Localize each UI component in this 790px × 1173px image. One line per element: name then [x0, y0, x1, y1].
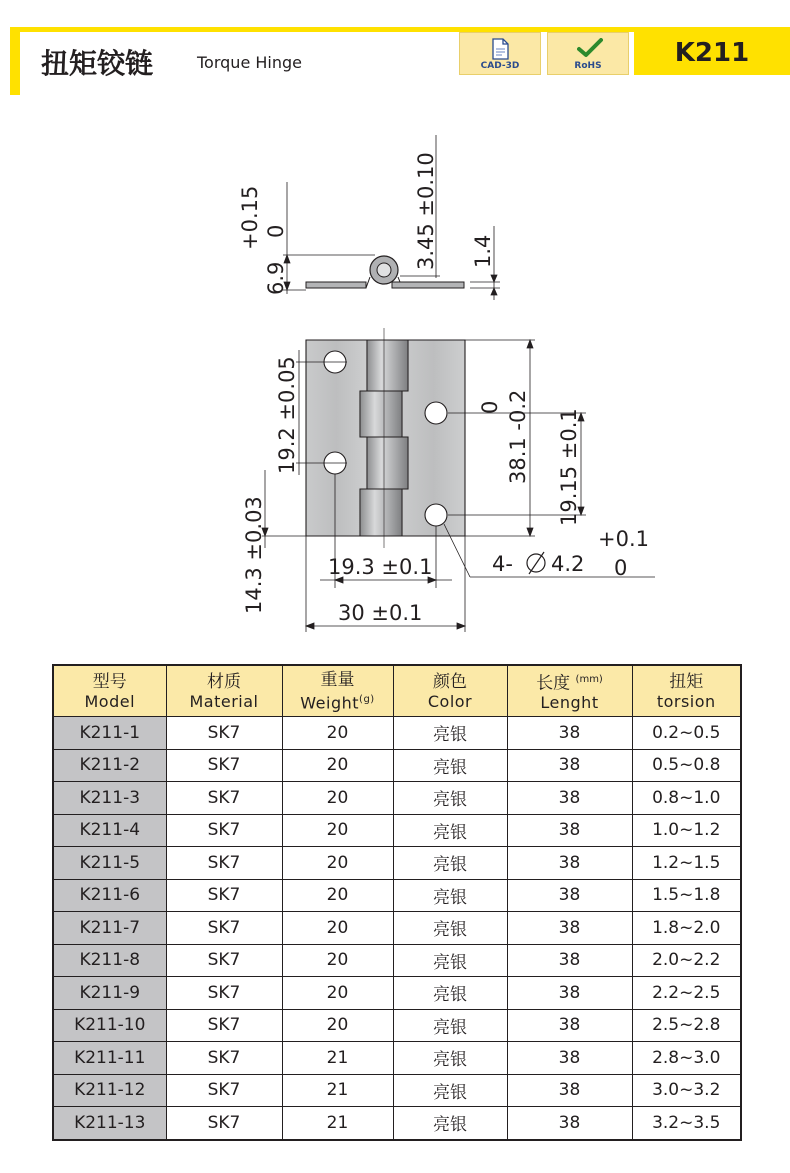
header-accent-bar [10, 27, 20, 95]
cell-weight: 20 [282, 944, 393, 977]
cell-model: K211-6 [53, 879, 166, 912]
table-row [53, 814, 741, 847]
cell-color: 亮银 [393, 1009, 507, 1042]
side-view [306, 256, 464, 288]
cell-weight: 20 [282, 814, 393, 847]
cell-model: K211-2 [53, 749, 166, 782]
cell-length: 38 [507, 782, 632, 815]
cell-model: K211-9 [53, 977, 166, 1010]
diameter-symbol-icon [527, 552, 545, 574]
cell-length: 38 [507, 749, 632, 782]
dim-hole-tol-plus: +0.1 [598, 527, 649, 551]
cell-material: SK7 [166, 912, 282, 945]
cell-length: 38 [507, 912, 632, 945]
cell-color: 亮银 [393, 1074, 507, 1107]
dim-thickness-total: 6.9 [264, 261, 288, 295]
cell-torsion: 0.5~0.8 [632, 749, 741, 782]
cell-material: SK7 [166, 1009, 282, 1042]
cell-length: 38 [507, 879, 632, 912]
cell-length: 38 [507, 847, 632, 880]
dim-hole-dia: 4.2 [551, 552, 585, 576]
cell-torsion: 3.2~3.5 [632, 1107, 741, 1140]
table-header-row [53, 665, 741, 717]
dim-leaf-thickness: 1.4 [471, 234, 495, 268]
cell-model: K211-1 [53, 717, 166, 750]
cad-3d-label: CAD-3D [480, 61, 520, 71]
cell-length: 38 [507, 717, 632, 750]
dim-length-value: 38.1 -0.2 [506, 389, 530, 484]
header-color: 颜色 Color [393, 665, 507, 717]
cell-material: SK7 [166, 1107, 282, 1140]
cell-torsion: 3.0~3.2 [632, 1074, 741, 1107]
model-code-box [634, 32, 790, 75]
cell-torsion: 2.8~3.0 [632, 1042, 741, 1075]
cell-material: SK7 [166, 977, 282, 1010]
cell-length: 38 [507, 1009, 632, 1042]
cell-material: SK7 [166, 782, 282, 815]
document-icon [489, 38, 511, 60]
dim-hole-prefix: 4- [492, 552, 513, 576]
header-torsion: 扭矩 torsion [632, 665, 741, 717]
cell-material: SK7 [166, 717, 282, 750]
cell-torsion: 2.0~2.2 [632, 944, 741, 977]
cell-color: 亮银 [393, 944, 507, 977]
cell-color: 亮银 [393, 717, 507, 750]
dim-top-tol-zero: 0 [264, 224, 288, 238]
cell-model: K211-8 [53, 944, 166, 977]
front-view [306, 328, 465, 548]
weight-unit: (g) [359, 693, 375, 705]
table-row [53, 879, 741, 912]
cell-weight: 20 [282, 1009, 393, 1042]
cell-model: K211-10 [53, 1009, 166, 1042]
cell-model: K211-4 [53, 814, 166, 847]
table-row [53, 782, 741, 815]
page-title-en: Torque Hinge [197, 53, 302, 72]
table-row [53, 717, 741, 750]
cell-weight: 20 [282, 782, 393, 815]
cell-material: SK7 [166, 1042, 282, 1075]
header-weight: 重量 Weight$^{(g)}$ [282, 665, 393, 717]
model-code: K211 [674, 38, 750, 68]
table-row [53, 912, 741, 945]
cell-color: 亮银 [393, 1107, 507, 1140]
cell-color: 亮银 [393, 749, 507, 782]
table-row [53, 1009, 741, 1042]
checkmark-icon [577, 38, 603, 58]
cell-model: K211-3 [53, 782, 166, 815]
table-row [53, 847, 741, 880]
table-row [53, 944, 741, 977]
table-row [53, 1042, 741, 1075]
cell-material: SK7 [166, 879, 282, 912]
cell-model: K211-7 [53, 912, 166, 945]
cell-model: K211-12 [53, 1074, 166, 1107]
header-model: 型号 Model [53, 665, 166, 717]
cell-length: 38 [507, 977, 632, 1010]
cell-length: 38 [507, 814, 632, 847]
cell-color: 亮银 [393, 879, 507, 912]
cell-color: 亮银 [393, 977, 507, 1010]
cell-color: 亮银 [393, 814, 507, 847]
cell-weight: 21 [282, 1107, 393, 1140]
cell-material: SK7 [166, 1074, 282, 1107]
rohs-badge[interactable] [547, 32, 629, 75]
length-unit: (mm) [575, 673, 603, 685]
dim-hole-spacing-x: 19.3 ±0.1 [328, 555, 433, 579]
cell-weight: 21 [282, 1042, 393, 1075]
rohs-label: RoHS [574, 61, 602, 71]
cell-length: 38 [507, 944, 632, 977]
cell-weight: 20 [282, 879, 393, 912]
header-length: 长度 $^{(mm)}$ Lenght [507, 665, 632, 717]
dim-hole-offset-right: 19.15 ±0.1 [557, 408, 581, 526]
cell-torsion: 1.0~1.2 [632, 814, 741, 847]
table-row [53, 1107, 741, 1140]
cell-model: K211-13 [53, 1107, 166, 1140]
cell-weight: 20 [282, 717, 393, 750]
cell-material: SK7 [166, 749, 282, 782]
cell-length: 38 [507, 1107, 632, 1140]
hinge-technical-drawing [0, 110, 790, 640]
cell-torsion: 1.8~2.0 [632, 912, 741, 945]
table-row [53, 749, 741, 782]
cell-weight: 21 [282, 1074, 393, 1107]
page-title-cn: 扭矩铰链 [41, 47, 154, 80]
cell-torsion: 2.5~2.8 [632, 1009, 741, 1042]
cell-model: K211-11 [53, 1042, 166, 1075]
cell-length: 38 [507, 1042, 632, 1075]
cell-material: SK7 [166, 944, 282, 977]
cell-color: 亮银 [393, 1042, 507, 1075]
cell-weight: 20 [282, 847, 393, 880]
table-row [53, 1074, 741, 1107]
cell-model: K211-5 [53, 847, 166, 880]
cad-3d-badge[interactable] [459, 32, 541, 75]
cell-torsion: 0.8~1.0 [632, 782, 741, 815]
dim-width: 30 ±0.1 [338, 601, 423, 625]
cell-torsion: 0.2~0.5 [632, 717, 741, 750]
cell-weight: 20 [282, 912, 393, 945]
cell-material: SK7 [166, 814, 282, 847]
cell-color: 亮银 [393, 847, 507, 880]
table-row [53, 977, 741, 1010]
cell-weight: 20 [282, 749, 393, 782]
cell-torsion: 2.2~2.5 [632, 977, 741, 1010]
dim-hole-pitch: 19.2 ±0.05 [275, 356, 299, 474]
spec-table [52, 664, 742, 1141]
cell-length: 38 [507, 1074, 632, 1107]
header-material: 材质 Material [166, 665, 282, 717]
cell-torsion: 1.2~1.5 [632, 847, 741, 880]
dim-bottom-offset: 14.3 ±0.03 [242, 496, 266, 614]
cell-weight: 20 [282, 977, 393, 1010]
cell-torsion: 1.5~1.8 [632, 879, 741, 912]
dim-knuckle-height: 3.45 ±0.10 [414, 152, 438, 270]
table-body [53, 717, 741, 1140]
dim-top-tol-plus: +0.15 [238, 185, 262, 250]
cell-color: 亮银 [393, 912, 507, 945]
cell-material: SK7 [166, 847, 282, 880]
dim-length-tol-zero: 0 [478, 400, 502, 414]
dim-hole-tol-zero: 0 [614, 556, 628, 580]
cell-color: 亮银 [393, 782, 507, 815]
